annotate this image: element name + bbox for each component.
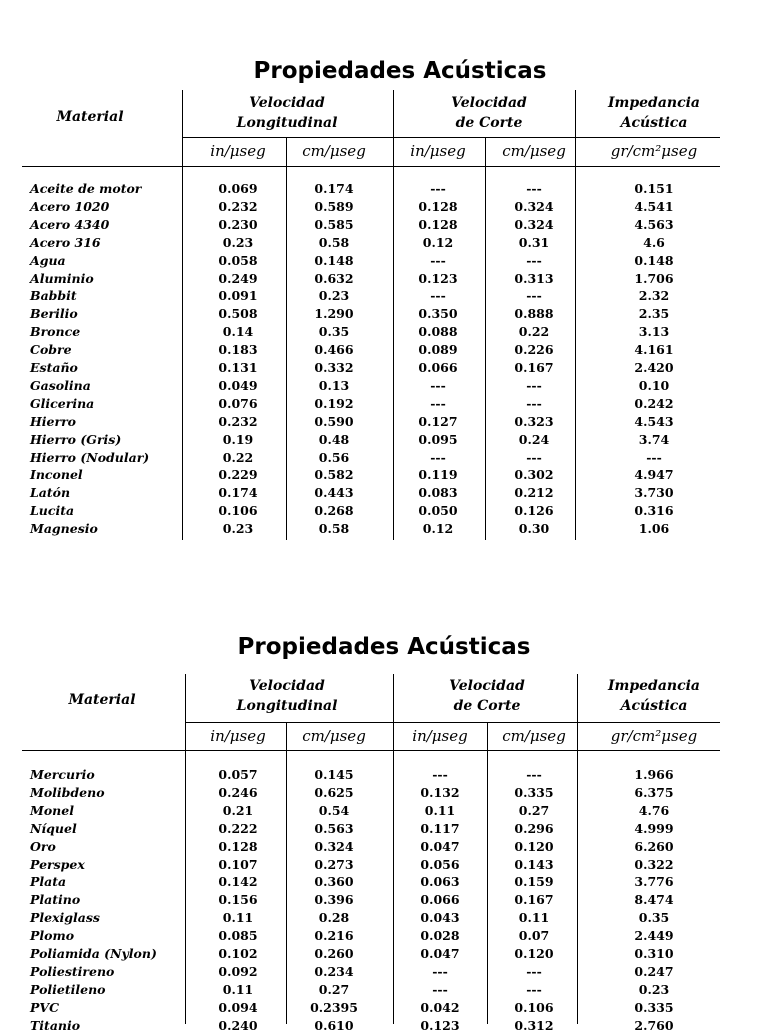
- value-cell: 0.106: [514, 999, 554, 1015]
- value-cell: 0.585: [314, 216, 354, 232]
- value-cell: 0.23: [638, 981, 670, 997]
- value-cell: 0.335: [634, 999, 674, 1015]
- value-cell: 0.11: [518, 910, 550, 926]
- value-cell: 0.11: [424, 802, 456, 818]
- value-cell: 2.420: [634, 360, 674, 375]
- table-row: [0, 927, 768, 945]
- table-row: [0, 999, 768, 1017]
- value-cell: 6.375: [634, 784, 674, 800]
- header-velocidad-longitudinal-line: Velocidad: [249, 678, 325, 694]
- header-impedancia-acustica-line: Acústica: [620, 698, 688, 714]
- material-name: Molibdeno: [30, 784, 105, 800]
- unit-label: in/μseg: [410, 142, 466, 160]
- unit-label: in/μseg: [210, 727, 266, 745]
- material-name: Cobre: [30, 342, 72, 358]
- material-name: Poliamida (Nylon): [30, 946, 157, 961]
- value-cell: 0.13: [318, 377, 350, 393]
- table-row: [0, 431, 768, 449]
- value-cell: 0.23: [222, 234, 254, 250]
- value-cell: 0.232: [218, 198, 258, 214]
- material-name: Platino: [30, 892, 81, 908]
- material-name: Bronce: [30, 324, 81, 340]
- table-row: [0, 341, 768, 359]
- value-cell: 0.323: [514, 413, 554, 429]
- value-cell: 0.050: [418, 503, 458, 519]
- table-row: [0, 981, 768, 999]
- unit-label: cm/μseg: [502, 142, 566, 160]
- table-row: [0, 945, 768, 963]
- value-cell: 0.222: [218, 820, 258, 836]
- value-cell: 3.13: [638, 324, 670, 340]
- material-name: Níquel: [30, 820, 77, 836]
- header-material: Material: [68, 692, 136, 708]
- value-cell: 0.324: [514, 216, 554, 232]
- value-cell: 0.226: [514, 342, 554, 358]
- value-cell: 0.324: [514, 198, 554, 214]
- material-name: Acero 316: [30, 234, 101, 250]
- material-name: Monel: [30, 802, 74, 818]
- value-cell: 0.063: [420, 874, 460, 890]
- table-row: [0, 395, 768, 413]
- value-cell: 0.119: [418, 467, 458, 483]
- value-cell: 0.310: [634, 946, 674, 961]
- value-cell: 0.508: [218, 306, 258, 322]
- value-cell: ---: [430, 252, 446, 268]
- value-cell: 0.247: [634, 963, 674, 979]
- unit-label: cm/μseg: [302, 142, 366, 160]
- value-cell: 0.625: [314, 784, 354, 800]
- value-cell: 0.22: [518, 324, 550, 340]
- value-cell: 0.273: [314, 856, 354, 872]
- table-row: [0, 323, 768, 341]
- value-cell: 0.11: [222, 981, 254, 997]
- value-cell: ---: [526, 395, 542, 411]
- table-row: [0, 305, 768, 323]
- table-row: [0, 198, 768, 216]
- value-cell: 0.028: [420, 928, 460, 944]
- value-cell: 0.148: [634, 252, 674, 268]
- value-cell: ---: [526, 288, 542, 304]
- value-cell: 0.076: [218, 395, 258, 411]
- header-velocidad-longitudinal-line: Velocidad: [249, 95, 325, 111]
- header-velocidad-corte-line: Velocidad: [451, 95, 527, 111]
- value-cell: 0.07: [518, 928, 550, 944]
- value-cell: 0.27: [318, 981, 350, 997]
- header-impedancia-acustica-line: Impedancia: [607, 678, 700, 694]
- value-cell: 0.132: [420, 784, 460, 800]
- header-rule: [182, 137, 720, 138]
- value-cell: 0.589: [314, 198, 354, 214]
- value-cell: 0.249: [218, 270, 258, 286]
- material-name: Mercurio: [30, 767, 95, 782]
- unit-label: gr/cm²μseg: [610, 142, 698, 160]
- value-cell: 0.396: [314, 892, 354, 908]
- value-cell: 0.58: [318, 234, 350, 250]
- header-velocidad-longitudinal: [207, 676, 367, 716]
- value-cell: 0.350: [418, 306, 458, 322]
- material-name: Aluminio: [30, 270, 94, 286]
- value-cell: 0.632: [314, 270, 354, 286]
- value-cell: 0.888: [514, 306, 554, 322]
- value-cell: 0.229: [218, 467, 258, 483]
- table-row: [0, 252, 768, 270]
- material-name: Latón: [30, 485, 71, 501]
- value-cell: 0.610: [314, 1017, 354, 1033]
- table-row: [0, 359, 768, 377]
- material-name: PVC: [30, 999, 60, 1015]
- table-row: [0, 838, 768, 856]
- material-name: Aceite de motor: [30, 181, 142, 196]
- value-cell: 1.966: [634, 767, 674, 782]
- value-cell: ---: [430, 181, 446, 196]
- material-name: Estaño: [30, 360, 78, 375]
- table-row: [0, 766, 768, 784]
- value-cell: 0.088: [418, 324, 458, 340]
- value-cell: 0.056: [420, 856, 460, 872]
- value-cell: 4.563: [634, 216, 674, 232]
- value-cell: 0.296: [514, 820, 554, 836]
- header-rule: [185, 722, 720, 723]
- unit-label: in/μseg: [210, 142, 266, 160]
- table-row: [0, 287, 768, 305]
- value-cell: 0.58: [318, 521, 350, 537]
- value-cell: 0.28: [318, 910, 350, 926]
- table-row: [0, 873, 768, 891]
- table-row: [0, 1017, 768, 1035]
- table-row: [0, 377, 768, 395]
- table-row: [0, 963, 768, 981]
- header-velocidad-longitudinal-line: Longitudinal: [236, 115, 338, 131]
- value-cell: 0.183: [218, 342, 258, 358]
- material-name: Plexiglass: [30, 910, 100, 926]
- material-name: Acero 1020: [30, 198, 110, 214]
- table-row: [0, 520, 768, 538]
- material-name: Plata: [30, 874, 67, 890]
- value-cell: 0.128: [418, 198, 458, 214]
- value-cell: ---: [526, 181, 542, 196]
- header-impedancia-acustica-line: Impedancia: [607, 95, 700, 111]
- value-cell: 0.058: [218, 252, 258, 268]
- value-cell: 0.230: [218, 216, 258, 232]
- value-cell: 0.131: [218, 360, 258, 375]
- value-cell: ---: [432, 981, 448, 997]
- value-cell: 0.094: [218, 999, 258, 1015]
- value-cell: ---: [432, 963, 448, 979]
- table-row: [0, 784, 768, 802]
- header-velocidad-corte-line: Velocidad: [449, 678, 525, 694]
- table-row: [0, 484, 768, 502]
- value-cell: 0.117: [420, 820, 460, 836]
- material-name: Perspex: [30, 856, 85, 872]
- material-name: Oro: [30, 838, 56, 854]
- unit-label: gr/cm²μseg: [610, 727, 698, 745]
- value-cell: ---: [432, 767, 448, 782]
- value-cell: 0.302: [514, 467, 554, 483]
- header-velocidad-corte-line: de Corte: [455, 115, 523, 131]
- table-title: Propiedades Acústicas: [237, 634, 531, 660]
- table-row: [0, 413, 768, 431]
- material-name: Agua: [30, 252, 66, 268]
- material-name: Acero 4340: [30, 216, 110, 232]
- material-name: Glicerina: [30, 395, 95, 411]
- value-cell: 0.066: [418, 360, 458, 375]
- value-cell: 0.324: [314, 838, 354, 854]
- table-row: [0, 891, 768, 909]
- material-name: Babbit: [30, 288, 77, 304]
- value-cell: 0.11: [222, 910, 254, 926]
- table-row: [0, 856, 768, 874]
- value-cell: 0.148: [314, 252, 354, 268]
- material-name: Inconel: [30, 467, 83, 483]
- table-row: [0, 466, 768, 484]
- value-cell: 1.290: [314, 306, 354, 322]
- value-cell: 0.582: [314, 467, 354, 483]
- value-cell: 0.19: [222, 431, 254, 447]
- value-cell: 0.313: [514, 270, 554, 286]
- table-row: [0, 802, 768, 820]
- value-cell: 4.543: [634, 413, 674, 429]
- table-title: Propiedades Acústicas: [253, 58, 547, 84]
- header-velocidad-longitudinal-line: Longitudinal: [236, 698, 338, 714]
- material-name: Hierro (Gris): [30, 431, 122, 447]
- unit-label: cm/μseg: [302, 727, 366, 745]
- value-cell: 0.240: [218, 1017, 258, 1033]
- value-cell: ---: [526, 963, 542, 979]
- value-cell: 0.102: [218, 946, 258, 961]
- value-cell: 0.2395: [310, 999, 358, 1015]
- value-cell: 0.167: [514, 892, 554, 908]
- value-cell: 0.10: [638, 377, 670, 393]
- value-cell: 0.30: [518, 521, 550, 537]
- material-name: Berilio: [30, 306, 78, 322]
- value-cell: 0.047: [420, 838, 460, 854]
- header-impedancia-acustica: [574, 676, 734, 716]
- value-cell: 3.730: [634, 485, 674, 501]
- value-cell: 3.776: [634, 874, 674, 890]
- value-cell: 0.089: [418, 342, 458, 358]
- table-row: [0, 502, 768, 520]
- value-cell: 3.74: [638, 431, 670, 447]
- value-cell: 0.216: [314, 928, 354, 944]
- value-cell: 4.76: [638, 802, 670, 818]
- table-row: [0, 909, 768, 927]
- table-row: [0, 180, 768, 198]
- value-cell: 0.069: [218, 181, 258, 196]
- value-cell: 6.260: [634, 838, 674, 854]
- value-cell: 0.242: [634, 395, 674, 411]
- value-cell: 0.057: [218, 767, 258, 782]
- header-material: Material: [56, 109, 124, 125]
- header-velocidad-corte: [407, 676, 567, 716]
- value-cell: 0.23: [318, 288, 350, 304]
- value-cell: 0.466: [314, 342, 354, 358]
- value-cell: 0.151: [634, 181, 674, 196]
- header-impedancia-acustica: [574, 93, 734, 133]
- value-cell: 0.443: [314, 485, 354, 501]
- value-cell: 0.12: [422, 521, 454, 537]
- value-cell: 2.32: [638, 288, 670, 304]
- value-cell: 2.449: [634, 928, 674, 944]
- value-cell: 0.35: [638, 910, 670, 926]
- value-cell: 0.268: [314, 503, 354, 519]
- material-name: Gasolina: [30, 377, 91, 393]
- value-cell: 2.760: [634, 1017, 674, 1033]
- value-cell: ---: [646, 449, 662, 465]
- value-cell: 0.24: [518, 431, 550, 447]
- value-cell: 0.563: [314, 820, 354, 836]
- value-cell: 0.091: [218, 288, 258, 304]
- value-cell: 0.174: [218, 485, 258, 501]
- units-rule: [22, 750, 720, 751]
- value-cell: 0.246: [218, 784, 258, 800]
- material-name: Hierro (Nodular): [30, 449, 150, 465]
- unit-label: cm/μseg: [502, 727, 566, 745]
- value-cell: 4.161: [634, 342, 674, 358]
- value-cell: 4.947: [634, 467, 674, 483]
- value-cell: 0.043: [420, 910, 460, 926]
- value-cell: ---: [430, 288, 446, 304]
- value-cell: 0.085: [218, 928, 258, 944]
- value-cell: 0.234: [314, 963, 354, 979]
- value-cell: ---: [430, 377, 446, 393]
- value-cell: 0.14: [222, 324, 254, 340]
- value-cell: 0.212: [514, 485, 554, 501]
- value-cell: 0.35: [318, 324, 350, 340]
- value-cell: 2.35: [638, 306, 670, 322]
- header-impedancia-acustica-line: Acústica: [620, 115, 688, 131]
- value-cell: 0.083: [418, 485, 458, 501]
- table-row: [0, 820, 768, 838]
- value-cell: 0.142: [218, 874, 258, 890]
- value-cell: 0.590: [314, 413, 354, 429]
- table-row: [0, 270, 768, 288]
- value-cell: ---: [430, 395, 446, 411]
- value-cell: 0.042: [420, 999, 460, 1015]
- value-cell: 1.06: [638, 521, 670, 537]
- table-row: [0, 216, 768, 234]
- value-cell: 0.31: [518, 234, 550, 250]
- value-cell: 0.145: [314, 767, 354, 782]
- value-cell: 0.360: [314, 874, 354, 890]
- value-cell: ---: [526, 767, 542, 782]
- value-cell: 0.192: [314, 395, 354, 411]
- value-cell: 0.332: [314, 360, 354, 375]
- value-cell: 0.56: [318, 449, 350, 465]
- value-cell: 0.232: [218, 413, 258, 429]
- value-cell: 0.322: [634, 856, 674, 872]
- value-cell: ---: [430, 449, 446, 465]
- value-cell: 0.260: [314, 946, 354, 961]
- value-cell: ---: [526, 377, 542, 393]
- value-cell: 0.107: [218, 856, 258, 872]
- value-cell: 0.066: [420, 892, 460, 908]
- value-cell: 1.706: [634, 270, 674, 286]
- value-cell: 8.474: [634, 892, 674, 908]
- material-name: Magnesio: [30, 521, 98, 537]
- header-velocidad-corte: [409, 93, 569, 133]
- value-cell: 0.316: [634, 503, 674, 519]
- value-cell: 0.12: [422, 234, 454, 250]
- value-cell: 0.047: [420, 946, 460, 961]
- value-cell: 0.120: [514, 838, 554, 854]
- material-name: Polietileno: [30, 981, 106, 997]
- value-cell: 0.143: [514, 856, 554, 872]
- value-cell: 0.27: [518, 802, 550, 818]
- value-cell: ---: [526, 449, 542, 465]
- material-name: Poliestireno: [30, 963, 115, 979]
- material-name: Hierro: [30, 413, 77, 429]
- value-cell: 0.127: [418, 413, 458, 429]
- value-cell: 0.23: [222, 521, 254, 537]
- material-name: Plomo: [30, 928, 75, 944]
- units-rule: [22, 166, 720, 167]
- value-cell: 0.123: [418, 270, 458, 286]
- value-cell: ---: [526, 252, 542, 268]
- value-cell: 0.128: [218, 838, 258, 854]
- value-cell: 0.156: [218, 892, 258, 908]
- table-row: [0, 449, 768, 467]
- value-cell: 0.54: [318, 802, 350, 818]
- value-cell: 0.095: [418, 431, 458, 447]
- value-cell: 0.159: [514, 874, 554, 890]
- value-cell: 0.049: [218, 377, 258, 393]
- value-cell: 0.128: [418, 216, 458, 232]
- value-cell: 0.312: [514, 1017, 554, 1033]
- value-cell: ---: [526, 981, 542, 997]
- value-cell: 0.22: [222, 449, 254, 465]
- header-velocidad-corte-line: de Corte: [453, 698, 521, 714]
- value-cell: 0.167: [514, 360, 554, 375]
- value-cell: 4.6: [643, 234, 665, 250]
- value-cell: 0.106: [218, 503, 258, 519]
- value-cell: 0.120: [514, 946, 554, 961]
- value-cell: 0.126: [514, 503, 554, 519]
- material-name: Titanio: [30, 1017, 81, 1033]
- value-cell: 0.48: [318, 431, 350, 447]
- value-cell: 4.999: [634, 820, 674, 836]
- value-cell: 4.541: [634, 198, 674, 214]
- header-velocidad-longitudinal: [207, 93, 367, 133]
- unit-label: in/μseg: [412, 727, 468, 745]
- value-cell: 0.123: [420, 1017, 460, 1033]
- table-row: [0, 234, 768, 252]
- value-cell: 0.174: [314, 181, 354, 196]
- value-cell: 0.335: [514, 784, 554, 800]
- material-name: Lucita: [30, 503, 75, 519]
- value-cell: 0.092: [218, 963, 258, 979]
- value-cell: 0.21: [222, 802, 254, 818]
